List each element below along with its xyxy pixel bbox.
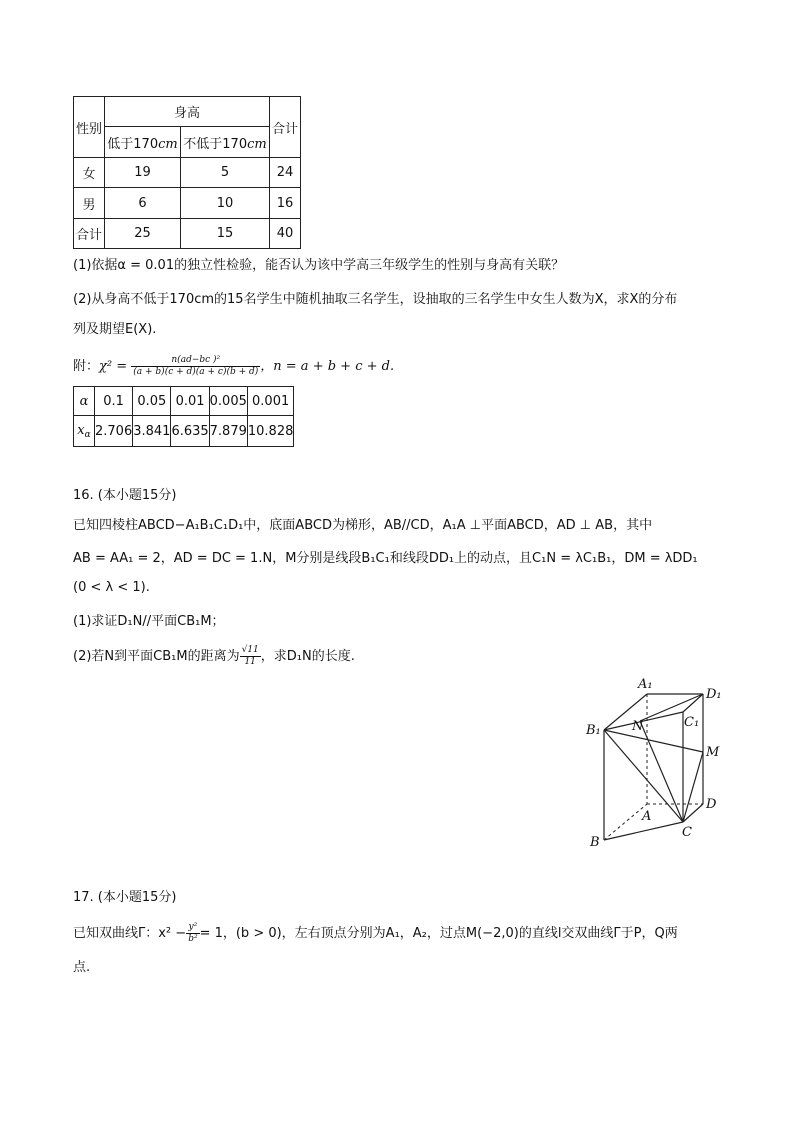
chi-square-fraction (131, 355, 260, 378)
table-row (74, 158, 301, 188)
label-D: D (706, 797, 717, 812)
q16-header: 16. (本小题15分) (73, 488, 177, 503)
cell: 0.01 (171, 387, 209, 416)
alpha-label: α (74, 387, 95, 416)
table-row (74, 188, 301, 219)
formula-tail: ，n = a + b + c + d. (260, 359, 395, 374)
x-row (74, 416, 294, 447)
cell: 6 (105, 188, 181, 219)
header-below: 低于170cm (105, 127, 181, 158)
fraction-denominator: b² (188, 934, 198, 944)
distance-fraction (240, 645, 261, 668)
fraction-numerator: y² (186, 922, 199, 934)
critical-value-table (73, 386, 294, 447)
header-notbelow: 不低于170cm (181, 127, 270, 158)
label-C1: C₁ (684, 715, 700, 730)
cell: 24 (270, 158, 301, 188)
q15-appendix (73, 354, 394, 380)
q16-line2: AB = AA₁ = 2，AD = DC = 1.N，M分别是线段B₁C₁和线段DD₁上的动点，且C₁N = λC₁B₁，DM = λDD₁ (73, 551, 698, 566)
q15-part1: (1)依据α = 0.01的独立性检验，能否认为该中学高三年级学生的性别与身高有关联？ (73, 258, 565, 273)
label-N: N (632, 719, 644, 734)
prism-figure (580, 672, 730, 852)
header-height: 身高 (105, 97, 270, 127)
q17-text-tail: = 1，(b > 0)，左右顶点分别为A₁，A₂，过点M(−2,0)的直线l交双曲线Γ于P，Q两 (199, 926, 678, 941)
q17-line2: 点. (73, 960, 91, 975)
header-total: 合计 (270, 97, 301, 158)
q17-header: 17. (本小题15分) (73, 890, 177, 905)
q16-part2 (73, 644, 355, 670)
q16-part1: (1)求证D₁N//平面CB₁M； (73, 614, 225, 629)
fraction-denominator: 11 (244, 657, 256, 667)
fraction-denominator: (a + b)(c + d)(a + c)(b + d) (133, 367, 259, 377)
label-B1: B₁ (586, 723, 601, 738)
hyperbola-fraction (186, 922, 199, 945)
label-D1: D₁ (706, 687, 722, 702)
cell: 16 (270, 188, 301, 219)
table-row (74, 219, 301, 249)
fraction-numerator: √11 (241, 645, 259, 655)
alpha-row (74, 387, 294, 416)
cell: 10 (181, 188, 270, 219)
q16-part2-tail: ，求D₁N的长度. (260, 649, 355, 664)
q16-line1: 已知四棱柱ABCD−A₁B₁C₁D₁中，底面ABCD为梯形，AB//CD，A₁A ⊥平面ABCD，AD ⊥ AB，其中 (73, 518, 653, 533)
row-label: 男 (74, 188, 105, 219)
label-A1: A₁ (638, 677, 653, 692)
row-label: 合计 (74, 219, 105, 249)
cell: 3.841 (133, 416, 171, 447)
cell: 40 (270, 219, 301, 249)
cell: 7.879 (209, 416, 247, 447)
cell: 0.005 (209, 387, 247, 416)
label-B: B (590, 835, 600, 850)
q15-part2-line2: 列及期望E(X). (73, 322, 157, 337)
label-A: A (642, 809, 652, 824)
cell: 19 (105, 158, 181, 188)
q16-part2-text: (2)若N到平面CB₁M的距离为 (73, 649, 240, 664)
label-M: M (706, 745, 720, 760)
chi-square-symbol: χ² = (99, 359, 128, 374)
cell: 5 (181, 158, 270, 188)
row-label: 女 (74, 158, 105, 188)
cell: 6.635 (171, 416, 209, 447)
gender-height-table (73, 96, 301, 249)
cell: 0.001 (247, 387, 294, 416)
appendix-label: 附： (73, 359, 100, 374)
q17-text: 已知双曲线Γ：x² − (73, 926, 187, 941)
label-C: C (682, 825, 692, 840)
q16-line3: (0 < λ < 1). (73, 580, 150, 595)
cell: 15 (181, 219, 270, 249)
header-gender: 性别 (74, 97, 105, 158)
cell: 0.05 (133, 387, 171, 416)
cell: 2.706 (95, 416, 133, 447)
cell: 0.1 (95, 387, 133, 416)
fraction-numerator: n(ad−bc )² (131, 355, 260, 367)
cell: 10.828 (247, 416, 294, 447)
q17-line1 (73, 920, 678, 948)
x-alpha-label: $x_\alpha$ (74, 416, 95, 447)
cell: 25 (105, 219, 181, 249)
q15-part2-line1: (2)从身高不低于170cm的15名学生中随机抽取三名学生，设抽取的三名学生中女生人数为X，求X的分布 (73, 292, 678, 307)
